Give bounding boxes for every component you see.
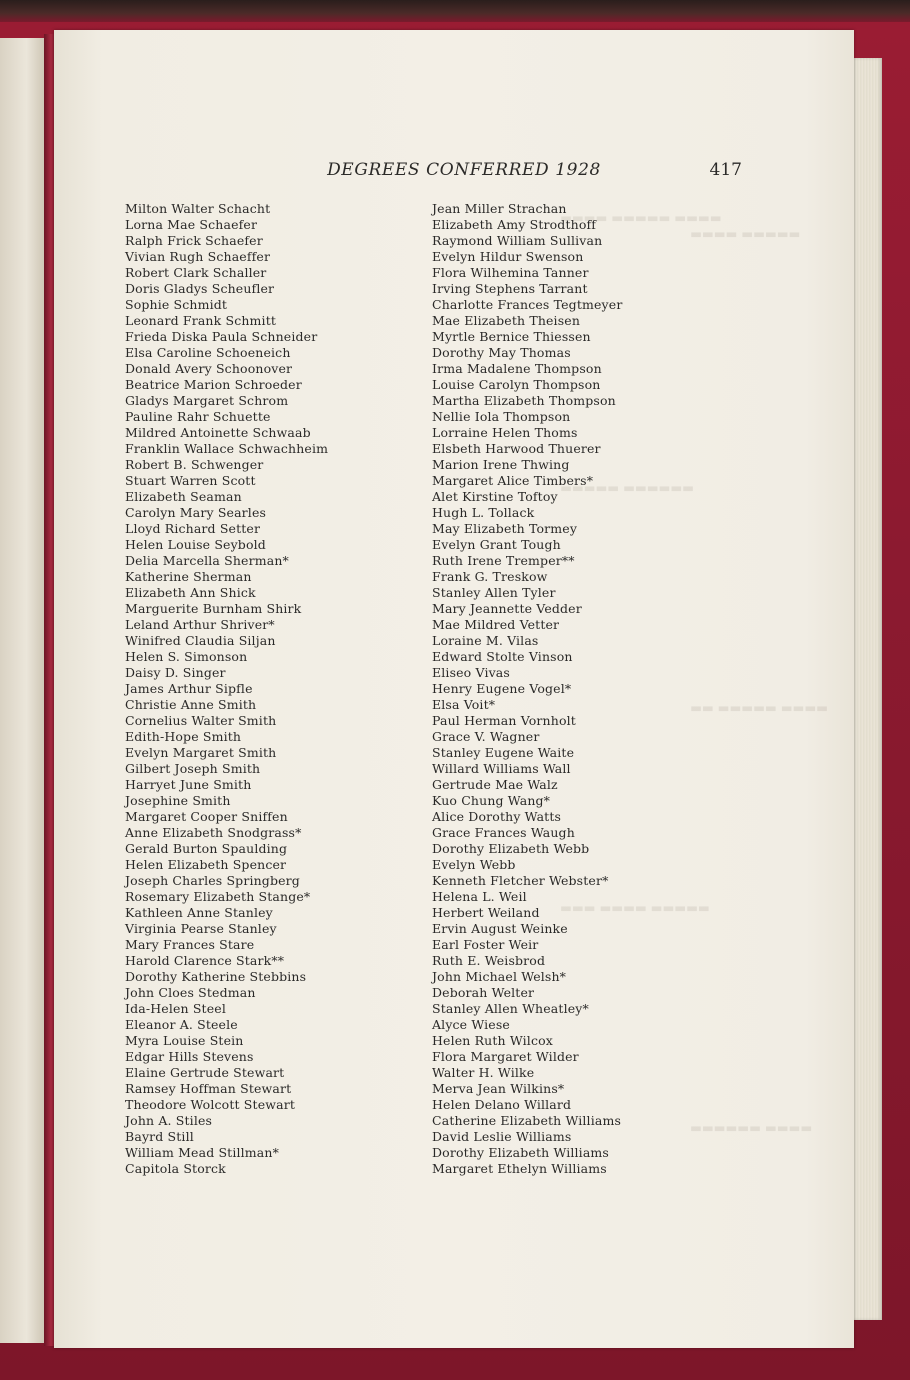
graduate-name: Eliseo Vivas [432, 665, 510, 680]
graduate-name: Stanley Allen Tyler [432, 585, 556, 600]
graduate-name: Sophie Schmidt [125, 297, 228, 312]
graduate-name: Helen Elizabeth Spencer [125, 857, 287, 872]
graduate-name: Christie Anne Smith [125, 697, 257, 712]
graduate-name: Delia Marcella Sherman* [125, 553, 289, 568]
graduate-name: Frieda Diska Paula Schneider [125, 329, 318, 344]
graduate-list-left [125, 201, 328, 1177]
graduate-name: Irving Stephens Tarrant [432, 281, 588, 296]
graduate-name: Edward Stolte Vinson [432, 649, 573, 664]
graduate-name: Harold Clarence Stark** [125, 953, 285, 968]
graduate-name: Lloyd Richard Setter [125, 521, 261, 536]
graduate-name: Loraine M. Vilas [432, 633, 539, 648]
graduate-name: Joseph Charles Springberg [125, 873, 300, 888]
left-page-sliver [0, 38, 44, 1343]
graduate-name: Walter H. Wilke [432, 1065, 535, 1080]
graduate-name: Merva Jean Wilkins* [432, 1081, 565, 1096]
graduate-name: Elaine Gertrude Stewart [125, 1065, 285, 1080]
graduate-name: Margaret Alice Timbers* [432, 473, 594, 488]
graduate-name: Gertrude Mae Walz [432, 777, 558, 792]
graduate-name: Kuo Chung Wang* [432, 793, 551, 808]
graduate-name: Gladys Margaret Schrom [125, 393, 289, 408]
graduate-name: Alyce Wiese [432, 1017, 510, 1032]
page-number: 417 [709, 160, 742, 180]
graduate-name: Deborah Welter [432, 985, 535, 1000]
graduate-name: Dorothy May Thomas [432, 345, 571, 360]
graduate-name: Harryet June Smith [125, 777, 252, 792]
graduate-name: May Elizabeth Tormey [432, 521, 578, 536]
graduate-name: Vivian Rugh Schaeffer [125, 249, 271, 264]
graduate-name: Anne Elizabeth Snodgrass* [125, 825, 302, 840]
graduate-name: Mary Jeannette Vedder [432, 601, 582, 616]
graduate-name: Flora Wilhemina Tanner [432, 265, 589, 280]
graduate-name: Donald Avery Schoonover [125, 361, 293, 376]
graduate-name: Mildred Antoinette Schwaab [125, 425, 311, 440]
graduate-name: Josephine Smith [125, 793, 231, 808]
graduate-name: Marion Irene Thwing [432, 457, 570, 472]
graduate-name: Dorothy Katherine Stebbins [125, 969, 307, 984]
graduate-name: Charlotte Frances Tegtmeyer [432, 297, 623, 312]
graduate-name: Elsa Caroline Schoeneich [125, 345, 291, 360]
graduate-name: Willard Williams Wall [432, 761, 571, 776]
graduate-name: Herbert Weiland [432, 905, 540, 920]
graduate-name: Margaret Ethelyn Williams [432, 1161, 607, 1176]
graduate-name: Elsbeth Harwood Thuerer [432, 441, 601, 456]
graduate-name: Ruth E. Weisbrod [432, 953, 546, 968]
graduate-name: Myra Louise Stein [125, 1033, 244, 1048]
graduate-name: Rosemary Elizabeth Stange* [125, 889, 311, 904]
graduate-name: Robert Clark Schaller [125, 265, 267, 280]
graduate-name: Leonard Frank Schmitt [125, 313, 277, 328]
graduate-name: Mae Mildred Vetter [432, 617, 560, 632]
graduate-name: Helen Delano Willard [432, 1097, 572, 1112]
graduate-name: William Mead Stillman* [125, 1145, 280, 1160]
graduate-name: Edgar Hills Stevens [125, 1049, 254, 1064]
graduate-name: Catherine Elizabeth Williams [432, 1113, 622, 1128]
graduate-name: Helena L. Weil [432, 889, 527, 904]
graduate-name: Lorraine Helen Thoms [432, 425, 578, 440]
graduate-name: Evelyn Margaret Smith [125, 745, 277, 760]
graduate-name: Flora Margaret Wilder [432, 1049, 579, 1064]
graduate-name: Hugh L. Tollack [432, 505, 535, 520]
graduate-name: Milton Walter Schacht [125, 201, 271, 216]
graduate-name: Evelyn Grant Tough [432, 537, 561, 552]
graduate-name: Eleanor A. Steele [125, 1017, 238, 1032]
graduate-name: Pauline Rahr Schuette [125, 409, 271, 424]
graduate-name: Martha Elizabeth Thompson [432, 393, 616, 408]
graduate-name: Mary Frances Stare [125, 937, 255, 952]
graduate-name: Stuart Warren Scott [125, 473, 256, 488]
graduate-name: Dorothy Elizabeth Webb [432, 841, 590, 856]
graduate-name: Gilbert Joseph Smith [125, 761, 261, 776]
graduate-name: John Michael Welsh* [432, 969, 567, 984]
graduate-name: Margaret Cooper Sniffen [125, 809, 288, 824]
book-scan: ▬▬▬▬ ▬▬▬▬▬ ▬▬▬▬ ▬▬▬▬▬ ▬▬▬▬ ▬▬▬▬▬▬ ▬▬▬▬▬ ▬▬▬▬ ▬▬▬▬▬ ▬▬ ▬▬▬▬▬ ▬▬▬▬ ▬▬▬ ▬▬▬▬ ▬▬▬▬▬▬ DEGREES CONFERRED 1928 417 Milton Walter Schacht Lorna Mae Schaefer Ralph Frick Schaefer Vivian Rugh Schaeffer Robert Clark Schaller Doris Gladys Scheufler Sophie Schmidt Leonard Frank Schmitt Frieda Diska Paula Schneider Elsa Caroline Schoeneich Donald Avery Schoonover Beatrice Marion Schroeder Gladys Margaret Schrom Pauline Rahr Schuette Mildred Antoinette Schwaab Franklin Wallace Schwachheim Robert B. Schwenger Stuart Warren Scott Elizabeth Seaman Carolyn Mary Searles Lloyd Richard Setter Helen Louise Seybold Delia Marcella Sherman* Katherine Sherman Elizabeth Ann Shick Marguerite Burnham Shirk Leland Arthur Shriver* Winifred Claudia Siljan Helen S. Simonson Daisy D. Singer James Arthur Sipfle Christie Anne Smith Cornelius Walter Smith Edith-Hope Smith Evelyn Margaret Smith Gilbert Joseph Smith Harryet June Smith Josephine Smith Margaret Cooper Sniffen Anne Elizabeth Snodgrass* Gerald Burton Spaulding Helen Elizabeth Spencer Joseph Charles Springberg Rosemary Elizabeth Stange* Kathleen Anne Stanley Virginia Pearse Stanley Mary Frances Stare Harold Clarence Stark** Dorothy Katherine Stebbins John Cloes Stedman Ida-Helen Steel Eleanor A. Steele Myra Louise Stein Edgar Hills Stevens Elaine Gertrude Stewart Ramsey Hoffman Stewart Theodore Wolcott Stewart John A. Stiles Bayrd Still William Mead Stillman* Capitola Storck Jean Miller Strachan Elizabeth Amy Strodthoff Raymond William Sullivan Evelyn Hildur Swenson Flora Wilhemina Tanner Irving Stephens Tarrant Charlotte Frances Tegtmeyer Mae Elizabeth Theisen Myrtle Bernice Thiessen Dorothy May Thomas Irma Madalene Thompson Louise Carolyn Thompson Martha Elizabeth Thompson Nellie Iola Thompson Lorraine Helen Thoms Elsbeth Harwood Thuerer Marion Irene Thwing Margaret Alice Timbers* Alet Kirstine Toftoy Hugh L. Tollack May Elizabeth Tormey Evelyn Grant Tough Ruth Irene Tremper** Frank G. Treskow Stanley Allen Tyler Mary Jeannette Vedder Mae Mildred Vetter Loraine M. Vilas Edward Stolte Vinson Eliseo Vivas Henry Eugene Vogel* Elsa Voit* Paul Herman Vornholt Grace V. Wagner Stanley Eugene Waite Willard Williams Wall Gertrude Mae Walz Kuo Chung Wang* Alice Dorothy Watts Grace Frances Waugh Dorothy Elizabeth Webb Evelyn Webb Kenneth Fletcher Webster* Helena L. Weil Herbert Weiland Ervin August Weinke Earl Foster Weir Ruth E. Weisbrod John Michael Welsh* Deborah Welter Stanley Allen Wheatley* Alyce Wiese Helen Ruth Wilcox Flora Margaret Wilder Walter H. Wilke Merva Jean Wilkins* Helen Delano Willard Catherine Elizabeth Williams David Leslie Williams Dorothy Elizabeth Williams Margaret Ethelyn Williams [0, 0, 910, 1380]
graduate-name: Louise Carolyn Thompson [432, 377, 601, 392]
graduate-name: Kenneth Fletcher Webster* [432, 873, 609, 888]
graduate-name: Earl Foster Weir [432, 937, 539, 952]
graduate-name: Grace Frances Waugh [432, 825, 575, 840]
graduate-name: Myrtle Bernice Thiessen [432, 329, 591, 344]
graduate-name: Theodore Wolcott Stewart [125, 1097, 295, 1112]
graduate-name: Winifred Claudia Siljan [125, 633, 276, 648]
graduate-name: Bayrd Still [125, 1129, 194, 1144]
graduate-name: Lorna Mae Schaefer [125, 217, 258, 232]
graduate-name: Elizabeth Ann Shick [125, 585, 256, 600]
graduate-name: Beatrice Marion Schroeder [125, 377, 302, 392]
graduate-name: Gerald Burton Spaulding [125, 841, 288, 856]
graduate-name: John A. Stiles [125, 1113, 213, 1128]
graduate-name: Stanley Eugene Waite [432, 745, 575, 760]
graduate-name: Ervin August Weinke [432, 921, 568, 936]
graduate-name: Stanley Allen Wheatley* [432, 1001, 589, 1016]
graduate-name: Virginia Pearse Stanley [125, 921, 277, 936]
graduate-name: Elsa Voit* [432, 697, 496, 712]
graduate-name: Edith-Hope Smith [125, 729, 242, 744]
graduate-name: Paul Herman Vornholt [432, 713, 576, 728]
graduate-name: Helen Ruth Wilcox [432, 1033, 553, 1048]
graduate-list-right [432, 201, 622, 1177]
running-head: DEGREES CONFERRED 1928 [327, 160, 601, 180]
graduate-name: Henry Eugene Vogel* [432, 681, 572, 696]
graduate-name: Alet Kirstine Toftoy [432, 489, 558, 504]
graduate-name: James Arthur Sipfle [125, 681, 253, 696]
graduate-name: Grace V. Wagner [432, 729, 540, 744]
graduate-name: John Cloes Stedman [125, 985, 256, 1000]
graduate-name: Cornelius Walter Smith [125, 713, 277, 728]
graduate-name: Ruth Irene Tremper** [432, 553, 575, 568]
graduate-name: Capitola Storck [125, 1161, 226, 1176]
graduate-name: Helen Louise Seybold [125, 537, 266, 552]
graduate-name: Mae Elizabeth Theisen [432, 313, 581, 328]
graduate-name: Doris Gladys Scheufler [125, 281, 275, 296]
graduate-name: Elizabeth Amy Strodthoff [432, 217, 597, 232]
graduate-name: Leland Arthur Shriver* [125, 617, 275, 632]
graduate-name: Daisy D. Singer [125, 665, 226, 680]
graduate-name: Robert B. Schwenger [125, 457, 264, 472]
cover-top-edge [0, 0, 910, 22]
page-header [54, 158, 854, 184]
graduate-name: Ramsey Hoffman Stewart [125, 1081, 292, 1096]
graduate-name: Franklin Wallace Schwachheim [125, 441, 329, 456]
graduate-name: Elizabeth Seaman [125, 489, 242, 504]
graduate-name: Carolyn Mary Searles [125, 505, 267, 520]
graduate-name: Helen S. Simonson [125, 649, 248, 664]
graduate-name: Katherine Sherman [125, 569, 252, 584]
graduate-name: Evelyn Webb [432, 857, 516, 872]
graduate-name: Marguerite Burnham Shirk [125, 601, 302, 616]
graduate-name: Ida-Helen Steel [125, 1001, 226, 1016]
graduate-name: Nellie Iola Thompson [432, 409, 571, 424]
graduate-name: Raymond William Sullivan [432, 233, 603, 248]
graduate-name: Irma Madalene Thompson [432, 361, 602, 376]
graduate-name: Evelyn Hildur Swenson [432, 249, 584, 264]
graduate-name: David Leslie Williams [432, 1129, 572, 1144]
graduate-name: Ralph Frick Schaefer [125, 233, 263, 248]
graduate-name: Alice Dorothy Watts [432, 809, 562, 824]
graduate-name: Kathleen Anne Stanley [125, 905, 273, 920]
graduate-name: Dorothy Elizabeth Williams [432, 1145, 610, 1160]
graduate-name: Frank G. Treskow [432, 569, 548, 584]
graduate-name: Jean Miller Strachan [432, 201, 567, 216]
